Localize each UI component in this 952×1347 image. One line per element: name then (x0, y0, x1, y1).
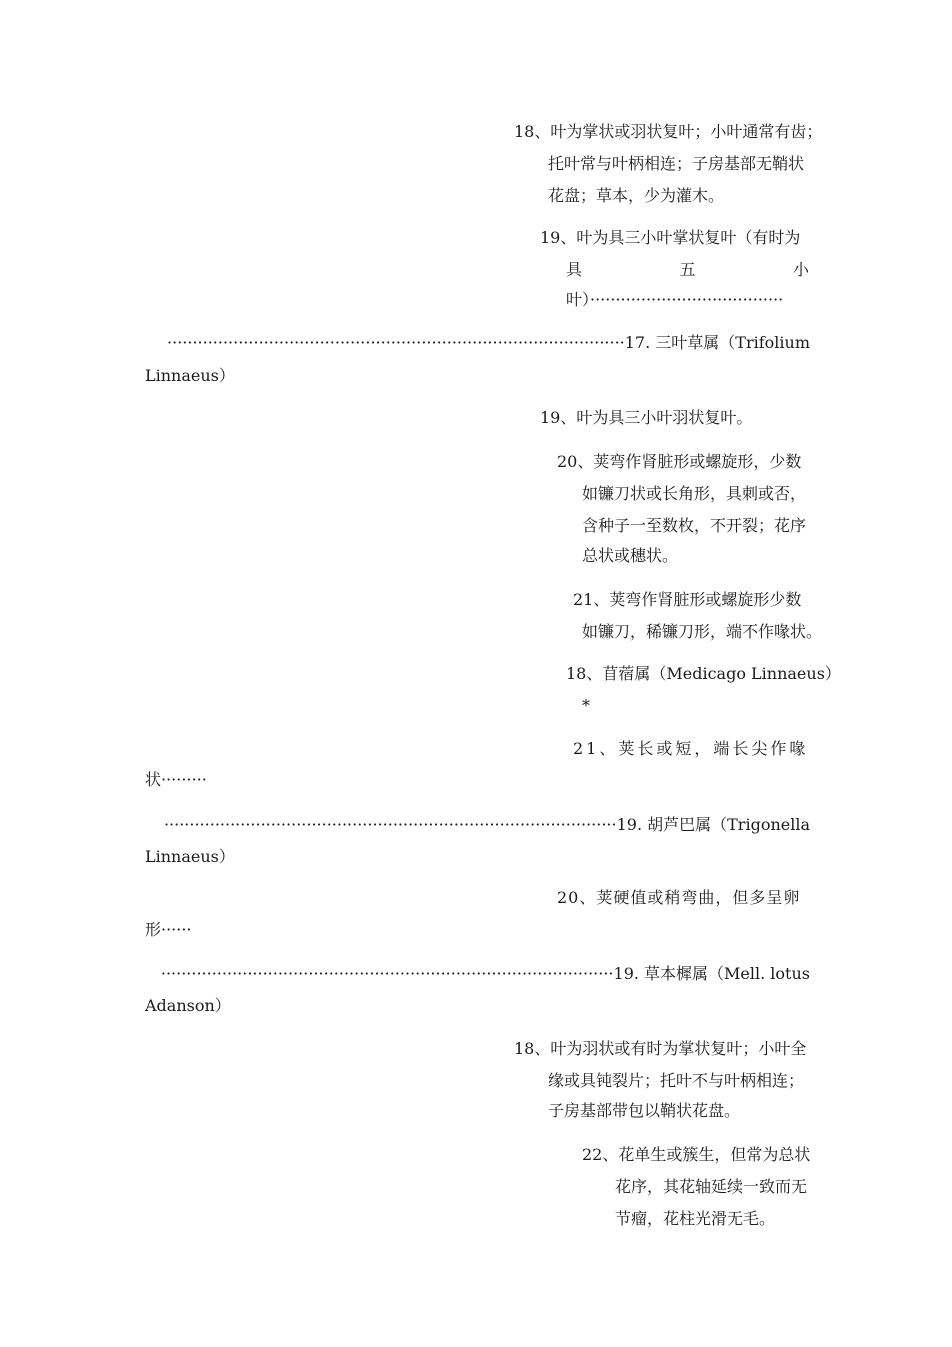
genus-line: 18、苜蓿属（Medicago Linnaeus） (566, 664, 841, 683)
key-line: 形······ (145, 920, 192, 939)
genus-line: ··························································································17. 三叶草属（Trifolium (167, 333, 810, 352)
key-line: 叶）······································ (566, 290, 784, 309)
key-line: 含种子一至数枚，不开裂；花序 (582, 516, 807, 535)
key-line: 如镰刀状或长角形，具刺或否， (582, 484, 807, 503)
key-line: 18、叶为羽状或有时为掌状复叶；小叶全 (514, 1039, 807, 1058)
genus-line: Linnaeus） (145, 366, 235, 385)
genus-line: Linnaeus） (145, 847, 235, 866)
key-line: 缘或具钝裂片；托叶不与叶柄相连； (548, 1071, 805, 1090)
key-line: 子房基部带包以鞘状花盘。 (548, 1101, 741, 1120)
key-line: 21、荚长或短，端长尖作喙 (573, 739, 809, 758)
justified-char: 具 (566, 260, 583, 279)
key-line: 22、花单生或簇生，但常为总状 (582, 1145, 811, 1164)
key-line: 20、荚硬值或稍弯曲，但多呈卵 (557, 888, 801, 907)
key-line: 花盘；草本，少为灌木。 (548, 186, 725, 205)
key-line: 21、荚弯作肾脏形或螺旋形少数 (573, 590, 802, 609)
key-line: 如镰刀，稀镰刀形，端不作喙状。 (582, 622, 823, 641)
key-line: 节瘤，花柱光滑无毛。 (615, 1209, 776, 1228)
genus-line: ·························································································19. 胡芦巴属（Trigonella (163, 815, 810, 834)
genus-line: Adanson） (145, 996, 231, 1015)
key-line: 总状或穗状。 (582, 546, 679, 565)
key-line: 18、叶为掌状或羽状复叶；小叶通常有齿； (514, 122, 823, 141)
key-line-justified (566, 260, 809, 280)
genus-line: ·························································································19. 草本樨属（Mell. lotus (160, 964, 810, 983)
asterisk-mark: * (582, 696, 590, 715)
justified-char: 小 (792, 260, 809, 279)
key-line: 19、叶为具三小叶掌状复叶（有时为 (540, 228, 801, 247)
key-line: 状········· (145, 770, 207, 789)
key-line: 托叶常与叶柄相连；子房基部无鞘状 (548, 154, 805, 173)
key-line: 20、荚弯作肾脏形或螺旋形，少数 (557, 452, 802, 471)
key-line: 花序，其花轴延续一致而无 (615, 1177, 808, 1196)
key-line: 19、叶为具三小叶羽状复叶。 (540, 408, 753, 427)
justified-char: 五 (679, 260, 696, 279)
